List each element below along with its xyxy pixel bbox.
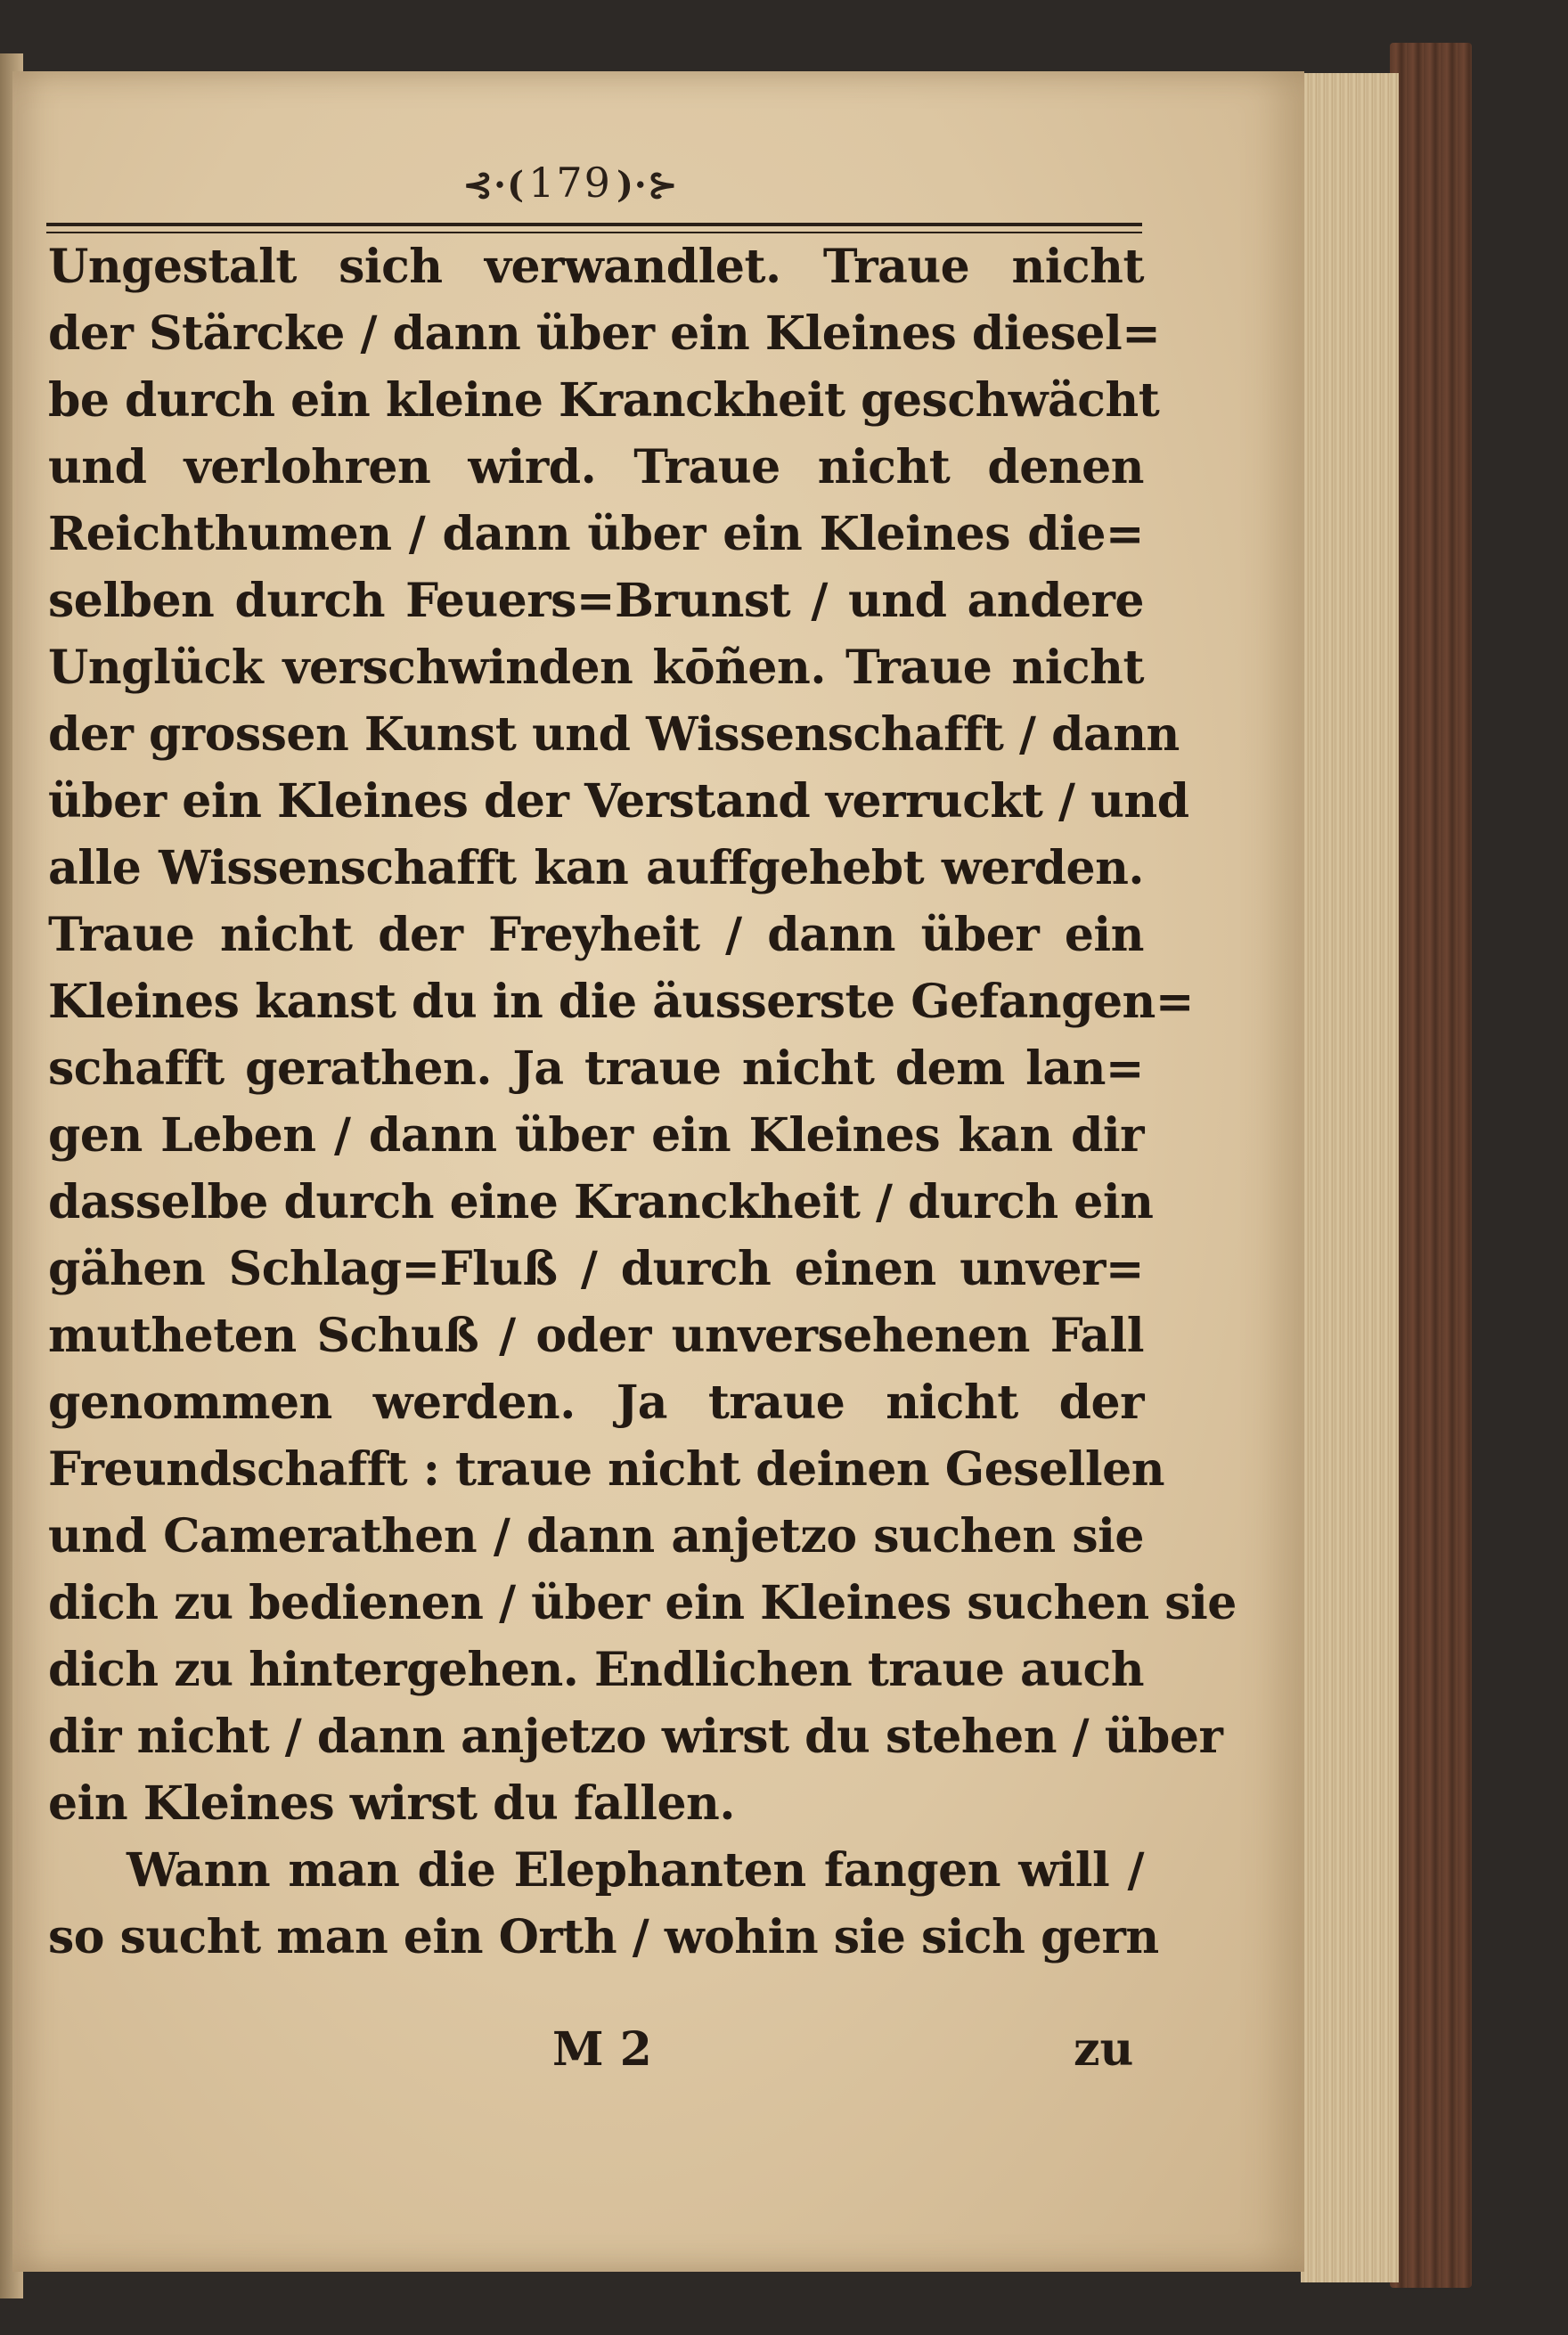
header-ornament-right: )⋅⊱	[617, 164, 678, 206]
text-line: ein Kleines wirst du fallen.	[48, 1776, 735, 1831]
text-line: alle Wissenschafft kan auffgehebt werden.	[48, 841, 1144, 895]
text-line: über ein Kleines der Verstand verruckt / und	[48, 774, 1189, 829]
text-line: Traue nicht der Freyheit / dann über ein	[48, 908, 1144, 962]
text-line: dich zu bedienen / über ein Kleines suchen sie	[48, 1576, 1237, 1630]
catchword: zu	[1074, 2022, 1134, 2077]
header-rule	[46, 223, 1142, 233]
page-number: 179	[528, 159, 612, 207]
text-line: Freundschafft : traue nicht deinen Gesellen	[48, 1442, 1165, 1497]
text-line: und verlohren wird. Traue nicht denen	[48, 440, 1144, 494]
text-line: dasselbe durch eine Kranckheit / durch ein	[48, 1175, 1154, 1229]
text-line: Ungestalt sich verwandlet. Traue nicht	[48, 240, 1144, 294]
text-line: und Camerathen / dann anjetzo suchen sie	[48, 1509, 1144, 1563]
page-header	[321, 159, 820, 221]
signature-mark: M 2	[552, 2022, 652, 2077]
body-text	[48, 233, 1237, 1971]
text-line: gähen Schlag=Fluß / durch einen unver=	[48, 1242, 1144, 1296]
text-line: mutheten Schuß / oder unversehenen Fall	[48, 1309, 1144, 1363]
text-line: genommen werden. Ja traue nicht der	[48, 1376, 1144, 1430]
paragraph-start-line: Wann man die Elephanten fangen will /	[127, 1843, 1144, 1898]
text-line: Kleines kanst du in die äusserste Gefangen=	[48, 975, 1194, 1029]
text-line: gen Leben / dann über ein Kleines kan dir	[48, 1108, 1144, 1163]
header-ornament-left: ⊰⋅(	[462, 164, 524, 206]
text-line: schafft gerathen. Ja traue nicht dem lan=	[48, 1041, 1144, 1096]
text-line: be durch ein kleine Kranckheit geschwächt	[48, 373, 1160, 428]
text-line: dir nicht / dann anjetzo wirst du stehen / über	[48, 1710, 1223, 1764]
text-line: Unglück verschwinden kōñen. Traue nicht	[48, 641, 1144, 695]
text-line: der Stärcke / dann über ein Kleines diesel=	[48, 306, 1161, 361]
book-cover-edge	[1390, 43, 1472, 2288]
text-line: selben durch Feuers=Brunst / und andere	[48, 574, 1144, 628]
page-edges	[1301, 73, 1399, 2282]
text-line: Reichthumen / dann über ein Kleines die=	[48, 507, 1144, 561]
text-line: dich zu hintergehen. Endlichen traue auch	[48, 1643, 1144, 1697]
text-line: der grossen Kunst und Wissenschafft / dann	[48, 707, 1180, 762]
text-line: so sucht man ein Orth / wohin sie sich gern	[48, 1910, 1159, 1964]
